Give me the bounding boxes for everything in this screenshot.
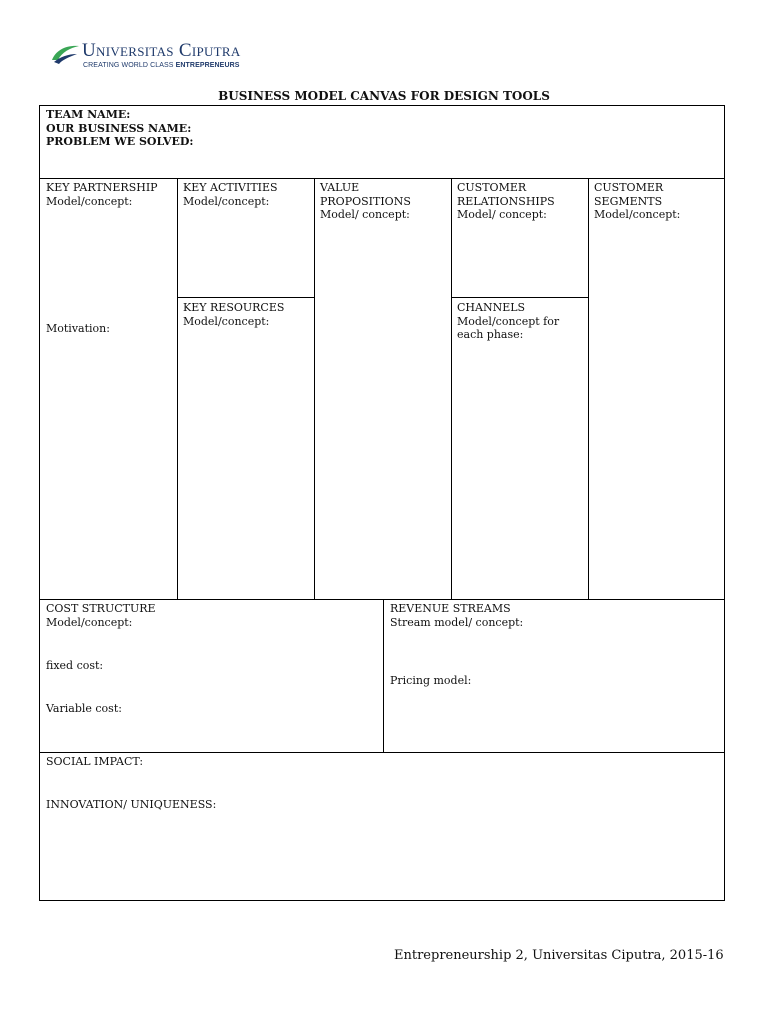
page-title: BUSINESS MODEL CANVAS FOR DESIGN TOOLS [218,89,550,103]
business-name-label: OUR BUSINESS NAME: [46,121,192,135]
customer-relationships-model: Model/ concept: [457,208,547,221]
key-activities-cell [177,179,314,210]
innovation-label: INNOVATION/ UNIQUENESS: [46,798,217,811]
revenue-streams-model: Stream model/ concept: [390,615,524,629]
problem-label: PROBLEM WE SOLVED: [46,135,194,148]
divider [314,178,315,600]
value-propositions-title-2: PROPOSITIONS [320,194,411,208]
pricing-model-label: Pricing model: [390,674,472,687]
logo-name: Universitas Ciputra [82,40,241,61]
cost-structure-cell [40,600,383,631]
key-activities-model: Model/concept: [183,194,270,208]
customer-segments-title-2: SEGMENTS [594,194,663,208]
canvas-grid [39,178,725,901]
divider [451,178,452,600]
customer-segments-model: Model/concept: [594,208,681,221]
channels-cell [451,299,588,344]
divider [177,178,178,600]
channels-model-2: each phase: [457,328,524,341]
revenue-streams-title: REVENUE STREAMS [390,602,511,615]
social-impact-label: SOCIAL IMPACT: [46,755,144,768]
header-fields [40,106,724,151]
value-propositions-cell [314,179,451,224]
logo-tagline: CREATING WORLD CLASS ENTREPRENEURS [83,62,240,69]
customer-relationships-title-1: CUSTOMER [457,181,527,194]
value-propositions-model: Model/ concept: [320,208,410,221]
key-resources-cell [177,299,314,330]
footer-text: Entrepreneurship 2, Universitas Ciputra, 2015-16 [394,948,724,963]
divider [451,297,589,298]
customer-relationships-title-2: RELATIONSHIPS [457,194,555,208]
customer-relationships-cell [451,179,588,224]
value-propositions-title-1: VALUE [320,181,360,194]
divider [588,178,589,600]
team-name-label: TEAM NAME: [46,108,131,121]
key-resources-model: Model/concept: [183,314,270,328]
key-partnership-motivation: Motivation: [46,322,110,335]
key-activities-title: KEY ACTIVITIES [183,181,278,194]
key-resources-title: KEY RESOURCES [183,301,285,314]
variable-cost-label: Variable cost: [46,702,122,715]
customer-segments-cell [588,179,724,224]
channels-model-1: Model/concept for [457,314,560,328]
fixed-cost-label: fixed cost: [46,659,104,672]
key-partnership-model: Model/concept: [46,194,133,208]
divider [177,297,315,298]
revenue-streams-cell [384,600,724,631]
cost-structure-model: Model/concept: [46,615,133,629]
key-partnership-cell [40,179,177,210]
channels-title: CHANNELS [457,301,526,314]
leaf-swoosh-icon [50,42,80,68]
key-partnership-title: KEY PARTNERSHIP [46,181,158,194]
university-logo [50,40,260,74]
cost-structure-title: COST STRUCTURE [46,602,156,615]
customer-segments-title-1: CUSTOMER [594,181,664,194]
